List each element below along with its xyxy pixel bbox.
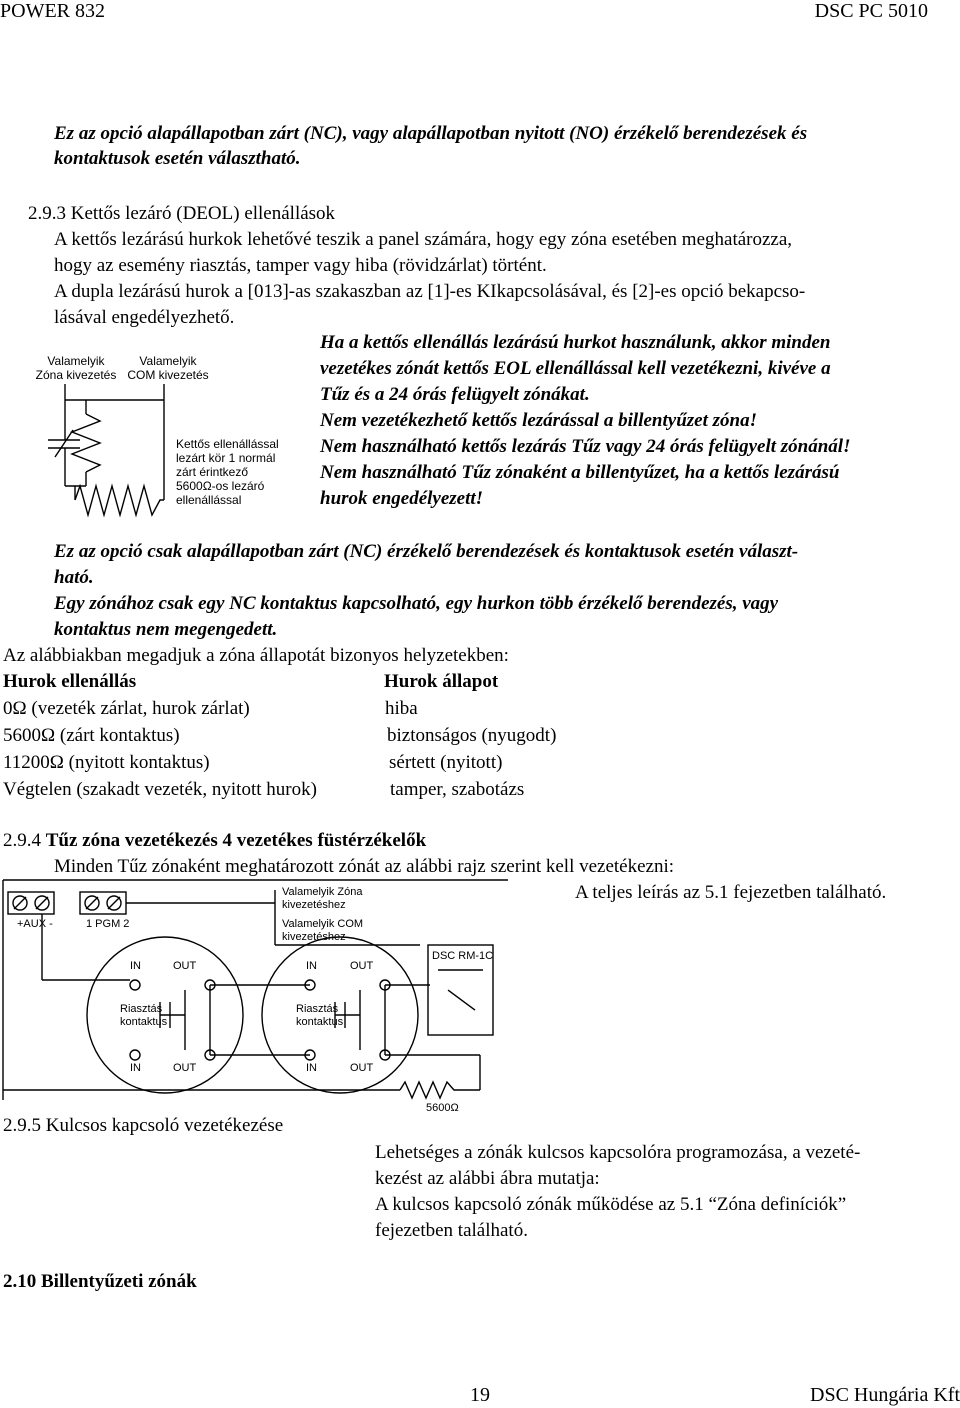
table-row-4-state: tamper, szabotázs <box>390 779 525 800</box>
diagram-com-label: Valamelyik COM kivezetés <box>127 354 209 382</box>
relay-label: DSC RM-1C <box>432 950 494 962</box>
table-row-3-resistance: 11200Ω (nyitott kontaktus) <box>3 752 210 773</box>
sec295-body-2: kezést az alábbi ábra mutatja: <box>375 1168 600 1189</box>
sec293-body-2: hogy az esemény riasztás, tamper vagy hiba (rövidzárlat) történt. <box>54 255 547 276</box>
warning-line-5: Nem használható kettős lezárás Tűz vagy 24 órás felügyelt zónánál! <box>320 436 851 457</box>
warning-line-4: Nem vezetékezhető kettős lezárással a billentyűzet zóna! <box>320 410 757 431</box>
sec293-body-1: A kettős lezárású hurkok lehetővé teszik a panel számára, hogy egy zóna esetében meghatározza, <box>54 229 793 250</box>
det2-contact-label: Riasztás kontaktus <box>296 1003 344 1028</box>
sec295-body-3: A kulcsos kapcsoló zónák működése az 5.1 “Zóna definíciók” <box>375 1194 847 1215</box>
table-intro: Az alábbiakban megadjuk a zóna állapotát bizonyos helyzetekben: <box>3 645 509 666</box>
table-row-2-state: biztonságos (nyugodt) <box>387 725 557 746</box>
det2-in-top: IN <box>306 960 317 972</box>
nc-note-2: ható. <box>54 567 94 588</box>
det2-out-top: OUT <box>350 960 374 972</box>
nc-note-3: Egy zónához csak egy NC kontaktus kapcsolható, egy hurkon több érzékelő berendezés, vagy <box>54 593 779 614</box>
warning-line-7: hurok engedélyezett! <box>320 488 484 509</box>
table-row-3-state: sértett (nyitott) <box>389 752 503 773</box>
deol-note: Kettős ellenállással lezárt kör 1 normál zárt érintkező 5600Ω-os lezáró ellenállással <box>176 437 279 507</box>
diagram-zone-label: Valamelyik Zóna kivezetés <box>35 354 117 382</box>
page-number: 19 <box>470 1384 490 1406</box>
warning-line-3: Tűz és a 24 órás felügyelt zónákat. <box>320 384 590 405</box>
sec293-body-3: A dupla lezárású hurok a [013]-as szakaszban az [1]-es KIkapcsolásával, és [2]-es opció bekapcso- <box>54 281 806 302</box>
table-header-resistance: Hurok ellenállás <box>3 671 137 692</box>
nc-note-1: Ez az opció csak alapállapotban zárt (NC) érzékelő berendezések és kontaktusok esetén választ- <box>54 541 799 562</box>
table-row-1-state: hiba <box>385 698 418 719</box>
section-2-9-4-heading: 2.9.4 Tűz zóna vezetékezés 4 vezetékes füstérzékelők <box>3 830 427 851</box>
table-row-1-resistance: 0Ω (vezeték zárlat, hurok zárlat) <box>3 698 250 719</box>
det1-contact-label: Riasztás kontaktus <box>120 1003 168 1028</box>
det2-in-bottom: IN <box>306 1062 317 1074</box>
nc-note-4: kontaktus nem megengedett. <box>54 619 278 640</box>
sec293-body-4: lásával engedélyezhető. <box>54 307 235 328</box>
com-connect-label: Valamelyik COM kivezetéshez <box>282 918 364 943</box>
section-2-9-3-heading: 2.9.3 Kettős lezáró (DEOL) ellenállások <box>28 203 336 224</box>
sec294-ref: A teljes leírás az 5.1 fejezetben található. <box>575 882 887 903</box>
det1-in-bottom: IN <box>130 1062 141 1074</box>
warning-line-6: Nem használható Tűz zónaként a billentyűzet, ha a kettős lezárású <box>320 462 840 483</box>
intro-line-2: kontaktusok esetén választható. <box>54 148 301 169</box>
table-row-4-resistance: Végtelen (szakadt vezeték, nyitott hurok) <box>3 779 317 800</box>
table-row-2-resistance: 5600Ω (zárt kontaktus) <box>3 725 180 746</box>
footer-company: DSC Hungária Kft <box>810 1384 960 1406</box>
intro-line-1: Ez az opció alapállapotban zárt (NC), vagy alapállapotban nyitott (NO) érzékelő berendezések és <box>54 123 808 144</box>
warning-line-2: vezetékes zónát kettős EOL ellenállással kell vezetékezni, kivéve a <box>320 358 831 379</box>
sec294-body: Minden Tűz zónaként meghatározott zónát az alábbi rajz szerint kell vezetékezni: <box>54 856 675 877</box>
det1-out-top: OUT <box>173 960 197 972</box>
header-left: POWER 832 <box>0 0 105 22</box>
pgm-label: 1 PGM 2 <box>86 918 130 930</box>
warning-line-1: Ha a kettős ellenállás lezárású hurkot használunk, akkor minden <box>320 332 831 353</box>
resistor-label: 5600Ω <box>426 1102 459 1114</box>
section-2-10-heading: 2.10 Billentyűzeti zónák <box>3 1271 197 1292</box>
det1-out-bottom: OUT <box>173 1062 197 1074</box>
det1-in-top: IN <box>130 960 141 972</box>
zone-connect-label: Valamelyik Zóna kivezetéshez <box>282 886 363 911</box>
aux-label: +AUX - <box>17 918 53 930</box>
section-2-9-5-heading: 2.9.5 Kulcsos kapcsoló vezetékezése <box>3 1115 284 1136</box>
header-right: DSC PC 5010 <box>814 0 928 22</box>
sec295-body-4: fejezetben található. <box>375 1220 528 1241</box>
det2-out-bottom: OUT <box>350 1062 374 1074</box>
sec295-body-1: Lehetséges a zónák kulcsos kapcsolóra programozása, a vezeté- <box>375 1142 861 1163</box>
table-header-state: Hurok állapot <box>384 671 499 692</box>
